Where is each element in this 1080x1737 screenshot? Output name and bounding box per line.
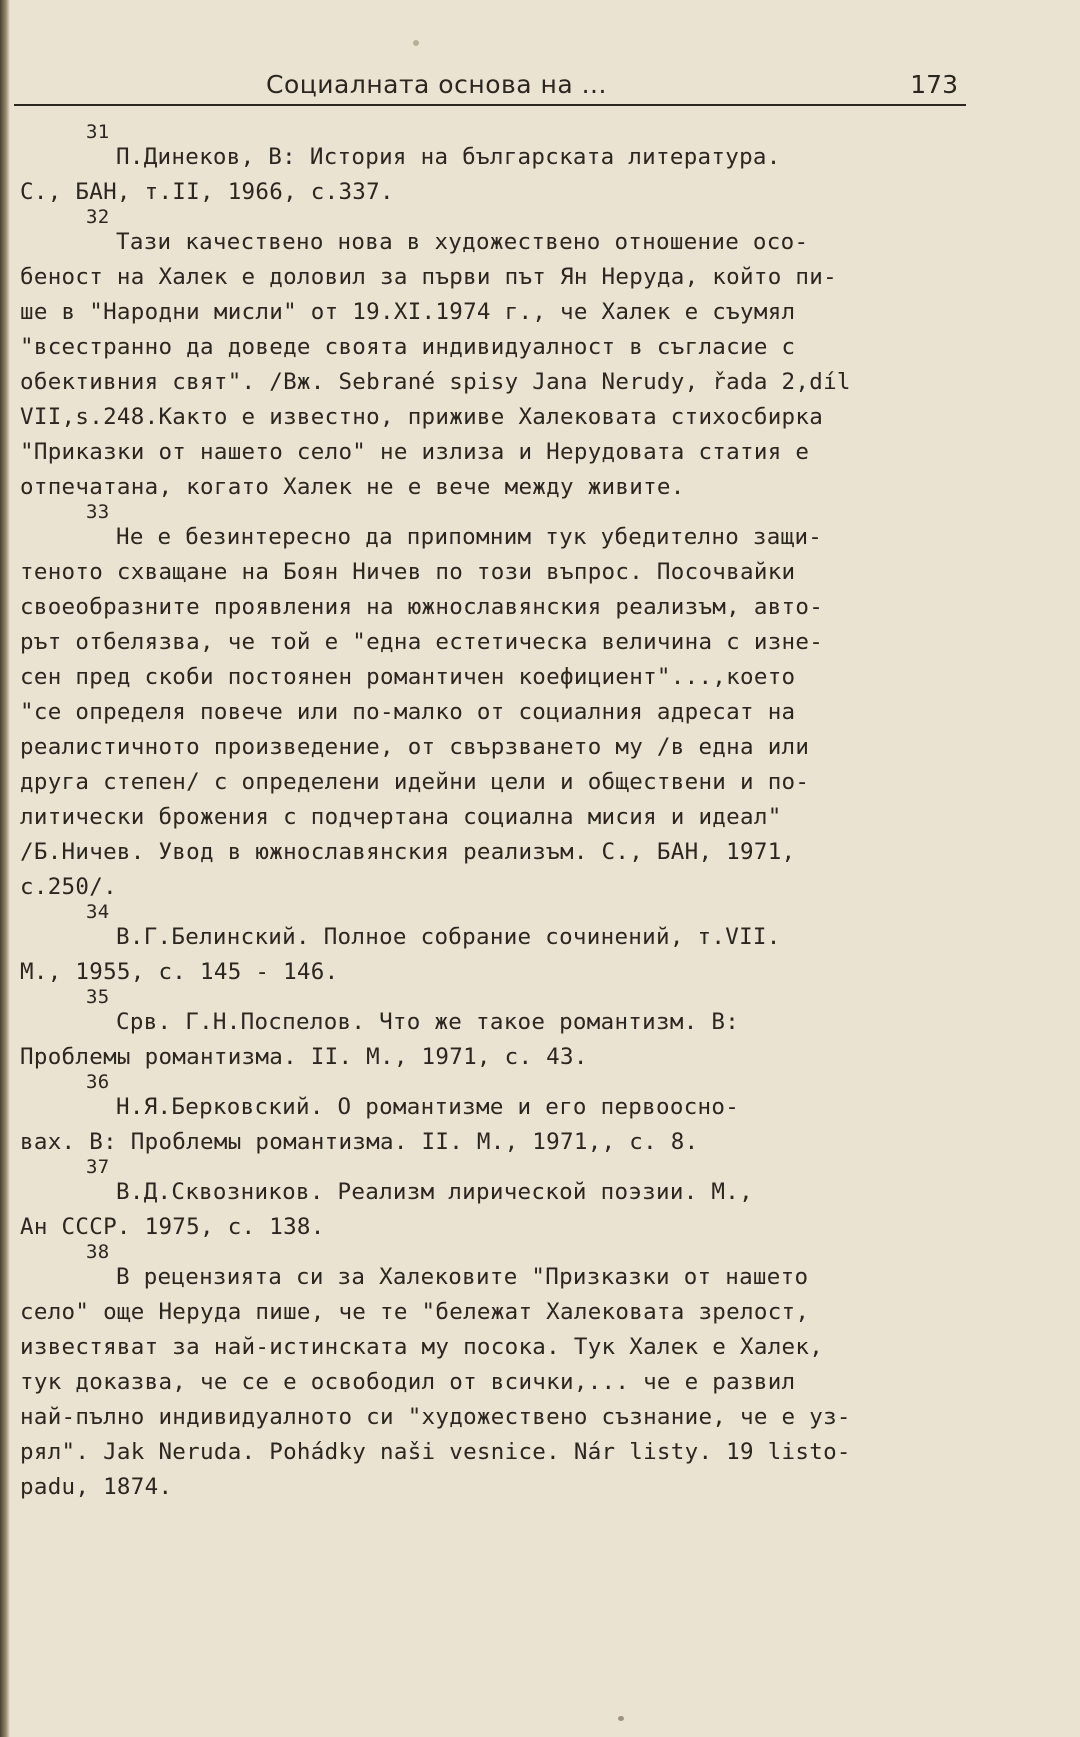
footnote-text: отпечатана, когато Халек не е вече между живите. xyxy=(20,474,685,500)
footnote-text: литически брожения с подчертана социална мисия и идеал" xyxy=(20,804,782,830)
footnote-text: В рецензията си за Халековите "Призказки от нашето xyxy=(116,1264,809,1290)
footnote-text: ше в "Народни мисли" от 19.XI.1974 г., че Халек е съумял xyxy=(20,299,796,325)
footnote-line xyxy=(20,955,980,990)
footnote-line xyxy=(20,1295,980,1330)
footnote-line xyxy=(20,835,980,870)
footnote-line xyxy=(20,625,980,660)
footnote-text: беност на Халек е доловил за първи път Ян Неруда, който пи- xyxy=(20,264,837,290)
footnote-text: Н.Я.Берковский. О романтизме и его первоосно- xyxy=(116,1094,740,1120)
footnote-text: рял". Jak Neruda. Pohádky naši vesnice. Nár listy. 19 listo- xyxy=(20,1439,851,1465)
footnote-text: своеобразните проявления на южнославянския реализъм, авто- xyxy=(20,594,824,620)
footnote-line xyxy=(20,1241,980,1295)
footnote-line xyxy=(20,175,980,210)
ink-spot xyxy=(413,40,419,46)
footnote-text: "се определя повече или по-малко от социалния адресат на xyxy=(20,699,796,725)
footnote-text: друга степен/ с определени идейни цели и обществени и по- xyxy=(20,769,810,795)
footnote-text: Тази качествено нова в художествено отношение осо- xyxy=(116,229,809,255)
footnote-line xyxy=(20,1040,980,1075)
footnote-text: VII,s.248.Както е известно, приживе Халековата стихосбирка xyxy=(20,404,824,430)
footnote-32 xyxy=(20,206,980,505)
footnote-line xyxy=(20,365,980,400)
footnote-line xyxy=(20,260,980,295)
footnote-line xyxy=(20,1071,980,1125)
footnote-line xyxy=(20,765,980,800)
footnote-text: padu, 1874. xyxy=(20,1474,173,1500)
footnote-line xyxy=(20,1125,980,1160)
footnote-text: Не е безинтересно да припомним тук убедително защи- xyxy=(116,524,823,550)
footnote-line xyxy=(20,695,980,730)
footnote-line xyxy=(20,1210,980,1245)
footnote-33 xyxy=(20,501,980,905)
footnotes-list xyxy=(20,121,980,1520)
footnote-number: 36 xyxy=(86,1071,110,1093)
footnote-line xyxy=(20,501,980,555)
footnote-34 xyxy=(20,901,980,990)
footnote-text: с.250/. xyxy=(20,874,117,900)
footnote-number: 32 xyxy=(86,206,110,228)
footnote-number: 35 xyxy=(86,986,110,1008)
footnote-line xyxy=(20,660,980,695)
footnote-line xyxy=(20,400,980,435)
footnote-31 xyxy=(20,121,980,210)
footnote-line xyxy=(20,555,980,590)
footnote-line xyxy=(20,1330,980,1365)
footnote-text: "всестранно да доведе своята индивидуалност в съгласие с xyxy=(20,334,796,360)
footnote-line xyxy=(20,1470,980,1505)
footnote-number: 33 xyxy=(86,501,110,523)
footnote-text: Ан СССР. 1975, с. 138. xyxy=(20,1214,325,1240)
footnote-text: известяват за най-истинската му посока. Тук Халек е Халек, xyxy=(20,1334,824,1360)
footnote-line xyxy=(20,1156,980,1210)
footnote-line xyxy=(20,870,980,905)
footnote-36 xyxy=(20,1071,980,1160)
footnote-line xyxy=(20,1435,980,1470)
footnote-number: 31 xyxy=(86,121,110,143)
footnote-line xyxy=(20,295,980,330)
footnote-text: Срв. Г.Н.Поспелов. Что же такое романтизм. В: xyxy=(116,1009,740,1035)
page-binding-edge xyxy=(0,0,10,1737)
footnote-text: рът отбелязва, че той е "една естетическа величина с изне- xyxy=(20,629,824,655)
footnote-text: В.Д.Сквозников. Реализм лирической поэзии. М., xyxy=(116,1179,753,1205)
footnote-line xyxy=(20,901,980,955)
footnote-text: най-пълно индивидуалното си "художествено съзнание, че е уз- xyxy=(20,1404,851,1430)
footnote-text: П.Динеков, В: История на българската литература. xyxy=(116,144,781,170)
footnote-line xyxy=(20,1365,980,1400)
footnote-38 xyxy=(20,1241,980,1505)
footnote-text: С., БАН, т.II, 1966, с.337. xyxy=(20,179,394,205)
footnote-text: тук доказва, че се е освободил от всички,... че е развил xyxy=(20,1369,796,1395)
page-number: 173 xyxy=(910,70,958,99)
footnote-text: теното схващане на Боян Ничев по този въпрос. Посочвайки xyxy=(20,559,796,585)
footnote-line xyxy=(20,590,980,625)
footnote-line xyxy=(20,986,980,1040)
footnote-line xyxy=(20,730,980,765)
footnote-line xyxy=(20,330,980,365)
footnote-line xyxy=(20,1400,980,1435)
footnote-number: 38 xyxy=(86,1241,110,1263)
running-title: Социалната основа на ... xyxy=(266,70,607,99)
ink-spot xyxy=(618,1716,624,1721)
footnote-line xyxy=(20,470,980,505)
footnote-text: реалистичното произведение, от свързването му /в една или xyxy=(20,734,810,760)
footnote-line xyxy=(20,800,980,835)
footnote-line xyxy=(20,121,980,175)
footnote-text: /Б.Ничев. Увод в южнославянския реализъм. С., БАН, 1971, xyxy=(20,839,796,865)
footnote-text: М., 1955, с. 145 - 146. xyxy=(20,959,339,985)
footnote-text: сен пред скоби постоянен романтичен коефициент"...,което xyxy=(20,664,796,690)
footnote-line xyxy=(20,206,980,260)
footnote-text: В.Г.Белинский. Полное собрание сочинений, т.VII. xyxy=(116,924,781,950)
footnote-number: 37 xyxy=(86,1156,110,1178)
footnote-number: 34 xyxy=(86,901,110,923)
footnote-37 xyxy=(20,1156,980,1245)
footnote-line xyxy=(20,435,980,470)
page-header xyxy=(14,66,966,106)
footnote-text: Проблемы романтизма. II. М., 1971, с. 43. xyxy=(20,1044,588,1070)
footnote-text: вах. В: Проблемы романтизма. II. М., 1971,, с. 8. xyxy=(20,1129,699,1155)
footnote-text: обективния свят". /Вж. Sebrané spisy Jana Nerudy, řada 2,díl xyxy=(20,369,851,395)
footnote-text: село" още Неруда пише, че те "бележат Халековата зрелост, xyxy=(20,1299,810,1325)
footnote-text: "Приказки от нашето село" не излиза и Нерудовата статия е xyxy=(20,439,810,465)
footnote-35 xyxy=(20,986,980,1075)
